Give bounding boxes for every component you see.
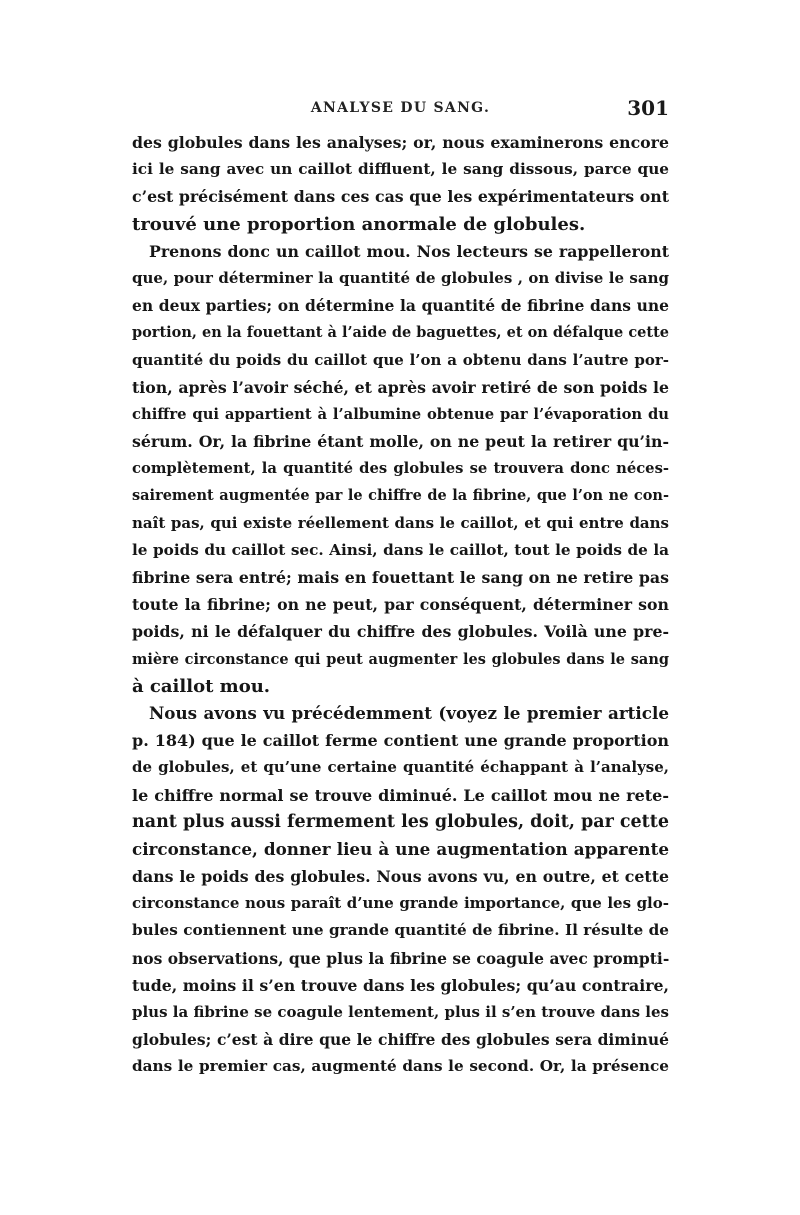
running-header <box>132 96 669 122</box>
text-line: naît pas, qui existe réellement dans le caillot, et qui entre dans <box>132 513 669 532</box>
text-line: p. 184) que le caillot ferme contient une grande proportion <box>132 731 669 751</box>
text-line: plus la fibrine se coagule lentement, plus il s’en trouve dans les <box>132 1003 669 1021</box>
text-line: toute la fibrine; on ne peut, par conséquent, déterminer son <box>132 595 669 615</box>
running-title: ANALYSE DU SANG. <box>310 100 491 116</box>
text-line: chiffre qui appartient à l’albumine obtenue par l’évaporation du <box>132 405 669 423</box>
text-line: le poids du caillot sec. Ainsi, dans le caillot, tout le poids de la <box>132 540 669 559</box>
text-line: c’est précisément dans ces cas que les expérimentateurs ont <box>132 187 669 207</box>
text-line: globules; c’est à dire que le chiffre des globules sera diminué <box>132 1030 669 1050</box>
text-line: portion, en la fouettant à l’aide de baguettes, et on défalque cette <box>132 324 669 342</box>
text-line: en deux parties; on détermine la quantité de fibrine dans une <box>132 296 669 316</box>
text-line: que, pour déterminer la quantité de globules , on divise le sang <box>132 268 669 287</box>
text-line: complètement, la quantité des globules se trouvera donc néces- <box>132 460 669 478</box>
text-line: à caillot mou. <box>132 675 271 697</box>
text-line: trouvé une proportion anormale de globules. <box>132 213 586 235</box>
text-line: quantité du poids du caillot que l’on a obtenu dans l’autre por- <box>132 350 669 369</box>
text-line: sérum. Or, la fibrine étant molle, on ne peut la retirer qu’in- <box>132 432 669 452</box>
text-line: fibrine sera entré; mais en fouettant le sang on ne retire pas <box>132 568 669 587</box>
page-number: 301 <box>627 96 669 120</box>
text-line: dans le premier cas, augmenté dans le second. Or, la présence <box>132 1057 669 1076</box>
text-line: nos observations, que plus la fibrine se coagule avec prompti- <box>132 948 669 968</box>
text-line: des globules dans les analyses; or, nous examinerons encore <box>132 133 669 152</box>
text-line: bules contiennent une grande quantité de fibrine. Il résulte de <box>132 921 669 940</box>
text-line: ici le sang avec un caillot diffluent, le sang dissous, parce que <box>132 160 669 179</box>
text-line: sairement augmentée par le chiffre de la fibrine, que l’on ne con- <box>132 487 669 505</box>
body-text <box>132 129 669 1081</box>
text-line: nant plus aussi fermement les globules, doit, par cette <box>132 811 669 832</box>
text-line: tude, moins il s’en trouve dans les globules; qu’au contraire, <box>132 975 669 995</box>
text-line: poids, ni le défalquer du chiffre des globules. Voilà une pre- <box>132 622 669 642</box>
text-line: de globules, et qu’une certaine quantité échappant à l’analyse, <box>132 758 669 777</box>
text-line: mière circonstance qui peut augmenter les globules dans le sang <box>132 650 669 668</box>
text-line: circonstance nous paraît d’une grande importance, que les glo- <box>132 894 669 913</box>
text-line: le chiffre normal se trouve diminué. Le caillot mou ne rete- <box>132 785 669 805</box>
text-line: Nous avons vu précédemment (voyez le premier article <box>149 702 669 723</box>
text-line: tion, après l’avoir séché, et après avoir retiré de son poids le <box>132 377 669 397</box>
text-line: Prenons donc un caillot mou. Nos lecteurs se rappelleront <box>149 241 669 261</box>
text-line: circonstance, donner lieu à une augmentation apparente <box>132 838 669 859</box>
text-line: dans le poids des globules. Nous avons vu, en outre, et cette <box>132 867 669 887</box>
